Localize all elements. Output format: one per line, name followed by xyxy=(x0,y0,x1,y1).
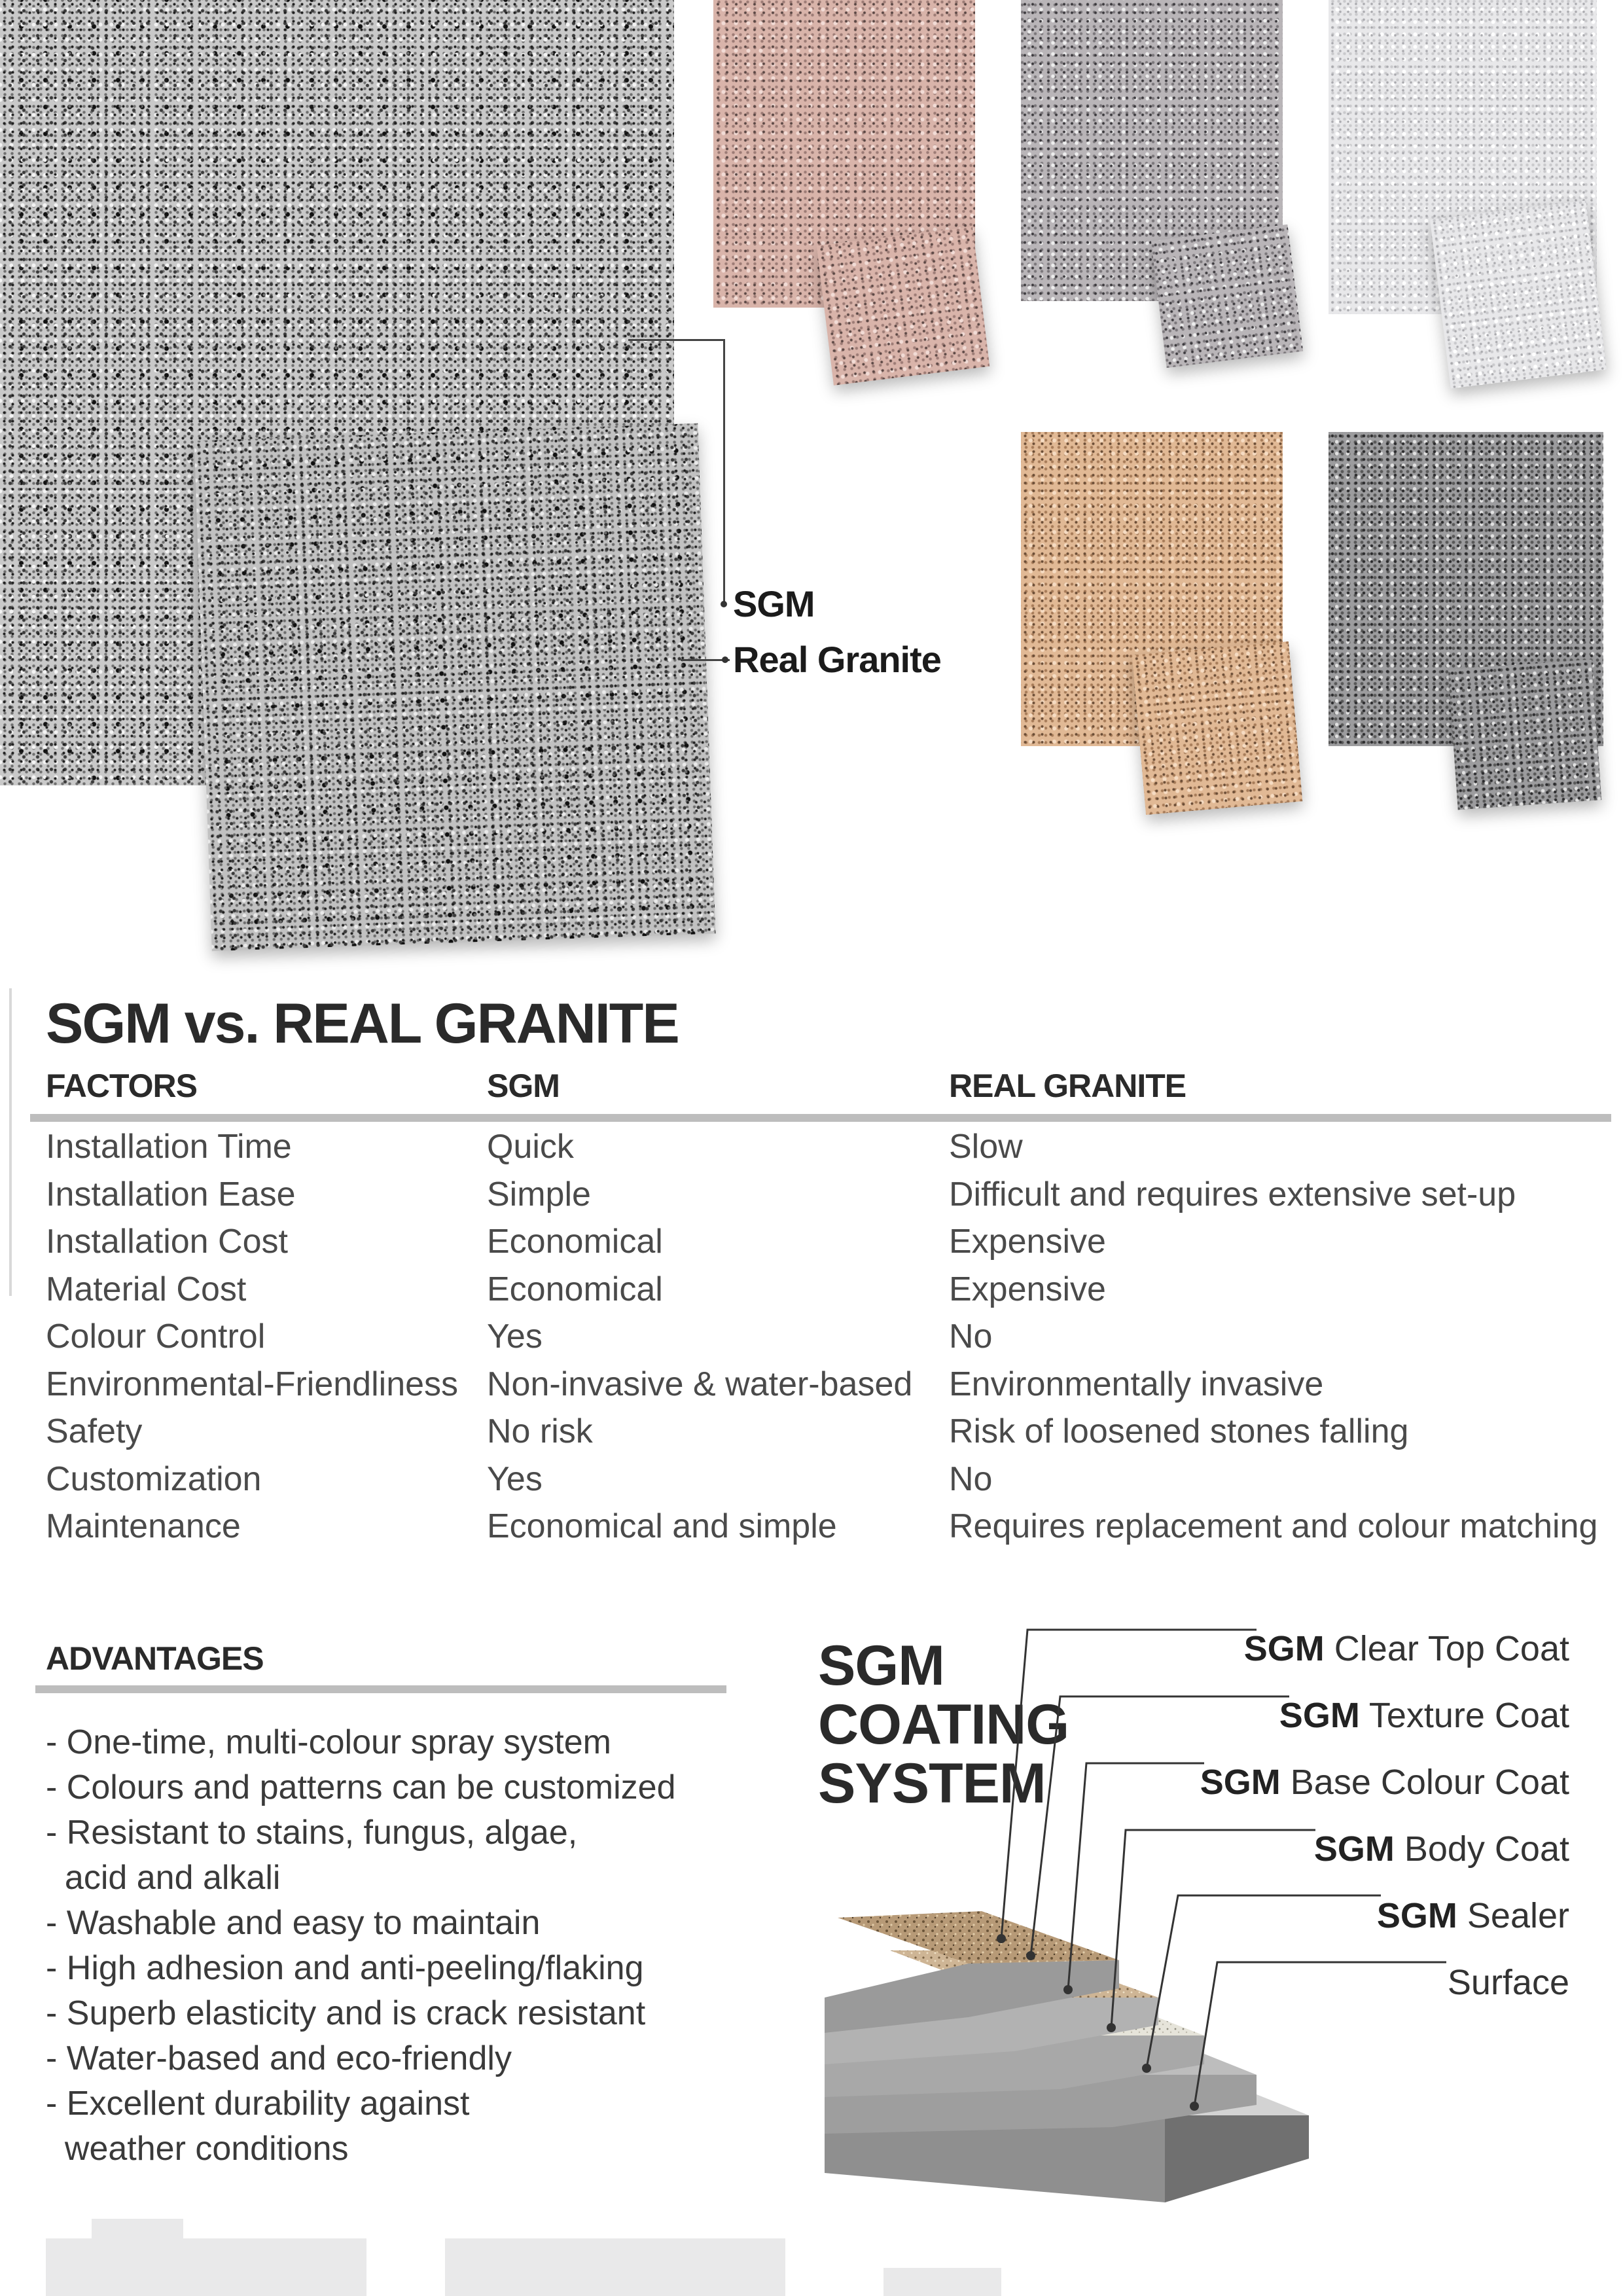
layer-label-body-coat xyxy=(1314,1829,1569,1869)
list-item: acid and alkali xyxy=(46,1859,281,1897)
granite-cell: Requires replacement and colour matching xyxy=(949,1507,1598,1545)
advantages-heading: ADVANTAGES xyxy=(46,1640,264,1677)
header-real-granite: REAL GRANITE xyxy=(949,1067,1186,1104)
brand-text: SGM xyxy=(1200,1763,1281,1802)
layer-label-texture-coat xyxy=(1279,1695,1569,1736)
list-item: - Washable and easy to maintain xyxy=(46,1904,541,1942)
factor-cell: Material Cost xyxy=(46,1270,247,1308)
layer-label-sealer xyxy=(1377,1895,1569,1936)
layer-label-clear-top-coat xyxy=(1244,1628,1569,1669)
background-building xyxy=(883,2268,1001,2296)
header-factors: FACTORS xyxy=(46,1067,197,1104)
granite-cell: Difficult and requires extensive set-up xyxy=(949,1175,1516,1213)
sgm-cell: Yes xyxy=(487,1318,543,1355)
layer-label-base-colour-coat xyxy=(1200,1762,1569,1803)
sand-granite-chip xyxy=(1132,641,1302,815)
background-building xyxy=(92,2219,183,2245)
layer-text: Body Coat xyxy=(1404,1829,1569,1869)
list-item: - High adhesion and anti-peeling/flaking xyxy=(46,1949,644,1987)
white-granite-chip xyxy=(1430,200,1607,388)
table-row xyxy=(0,1127,1623,1175)
list-item: - Excellent durability against xyxy=(46,2085,470,2123)
list-item: weather conditions xyxy=(46,2130,349,2168)
advantages-list xyxy=(46,1720,740,2172)
granite-cell: Environmentally invasive xyxy=(949,1365,1324,1403)
factor-cell: Installation Cost xyxy=(46,1223,288,1261)
header-rule xyxy=(30,1114,1611,1122)
granite-cell: Risk of loosened stones falling xyxy=(949,1412,1409,1450)
table-row xyxy=(0,1507,1623,1554)
coating-system-title xyxy=(818,1636,1067,1813)
granite-cell: Expensive xyxy=(949,1223,1106,1261)
table-row xyxy=(0,1365,1623,1412)
table-row xyxy=(0,1412,1623,1460)
granite-cell: Slow xyxy=(949,1128,1023,1166)
sgm-cell: Simple xyxy=(487,1175,591,1213)
callout-line-vertical xyxy=(723,339,725,604)
advantages-rule xyxy=(35,1685,726,1693)
title-line: SGM xyxy=(818,1634,944,1697)
callout-line-top xyxy=(628,339,725,341)
table-row xyxy=(0,1460,1623,1507)
background-building xyxy=(445,2238,785,2296)
factor-cell: Colour Control xyxy=(46,1318,266,1355)
sgm-cell: Economical xyxy=(487,1270,663,1308)
sgm-cell: Non-invasive & water-based xyxy=(487,1365,913,1403)
granite-cell: No xyxy=(949,1318,993,1355)
layer-label-surface: Surface xyxy=(1447,1963,1569,2002)
factor-cell: Maintenance xyxy=(46,1507,241,1545)
background-building xyxy=(46,2238,366,2296)
table-row xyxy=(0,1317,1623,1365)
sgm-cell: Economical and simple xyxy=(487,1507,837,1545)
leader-line xyxy=(1031,1696,1289,1956)
callout-dot-granite xyxy=(722,656,728,663)
dark-grey-granite-chip xyxy=(1448,660,1601,810)
list-item: - Resistant to stains, fungus, algae, xyxy=(46,1814,578,1852)
title-line: COATING xyxy=(818,1693,1069,1756)
table-row xyxy=(0,1175,1623,1223)
list-item: - Colours and patterns can be customized xyxy=(46,1768,676,1806)
factor-cell: Environmental-Friendliness xyxy=(46,1365,459,1403)
salt-pepper-granite-chip xyxy=(1151,224,1303,368)
factor-cell: Installation Time xyxy=(46,1128,292,1166)
granite-cell: No xyxy=(949,1460,993,1498)
factor-cell: Safety xyxy=(46,1412,143,1450)
list-item: - Water-based and eco-friendly xyxy=(46,2039,512,2077)
layer-text: Clear Top Coat xyxy=(1334,1629,1569,1668)
granite-cell: Expensive xyxy=(949,1270,1106,1308)
layer-top-surface xyxy=(838,1911,1119,1964)
factor-cell: Installation Ease xyxy=(46,1175,296,1213)
brand-text: SGM xyxy=(1279,1696,1360,1735)
list-item: - Superb elasticity and is crack resistant xyxy=(46,1994,646,2032)
sgm-cell: Economical xyxy=(487,1223,663,1261)
real-granite-callout-label: Real Granite xyxy=(733,639,941,680)
layer-text: Base Colour Coat xyxy=(1290,1763,1569,1802)
layer-text: Texture Coat xyxy=(1368,1696,1569,1735)
brand-text: SGM xyxy=(1376,1896,1457,1935)
table-row xyxy=(0,1270,1623,1318)
comparison-rows xyxy=(0,1127,1623,1554)
title-line: SYSTEM xyxy=(818,1752,1046,1815)
table-row xyxy=(0,1222,1623,1270)
header-sgm: SGM xyxy=(487,1067,560,1104)
list-item: - One-time, multi-colour spray system xyxy=(46,1723,611,1761)
layer-surface-face xyxy=(1165,2115,1309,2202)
sgm-callout-label: SGM xyxy=(733,583,815,624)
sgm-granite-overlay-sample xyxy=(194,423,716,951)
layer-text: Sealer xyxy=(1467,1896,1569,1935)
comparison-title: SGM vs. REAL GRANITE xyxy=(46,992,679,1055)
sgm-cell: Yes xyxy=(487,1460,543,1498)
factor-cell: Customization xyxy=(46,1460,262,1498)
brand-text: SGM xyxy=(1243,1629,1325,1668)
pink-granite-chip xyxy=(817,226,990,386)
callout-dot-sgm xyxy=(721,601,727,607)
brand-text: SGM xyxy=(1313,1829,1395,1869)
sgm-cell: Quick xyxy=(487,1128,574,1166)
sgm-cell: No risk xyxy=(487,1412,593,1450)
